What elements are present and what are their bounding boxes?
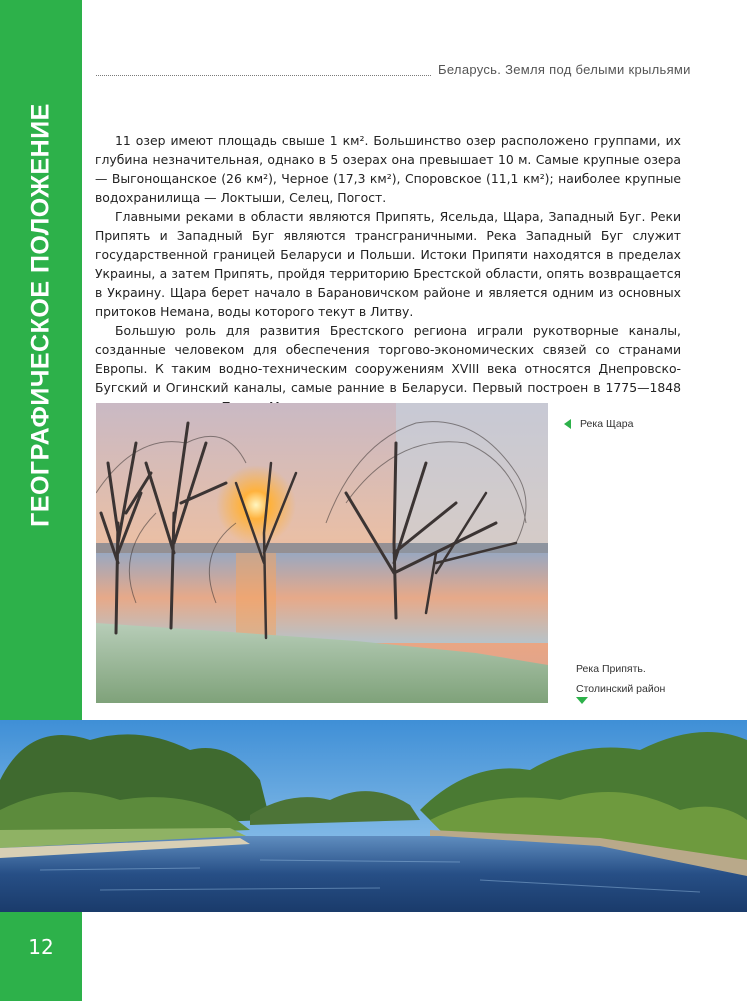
caption-pripyat-line1: Река Припять.	[576, 663, 646, 675]
paragraph: 11 озер имеют площадь свыше 1 км². Большинство озер расположено группами, их глубина незначительная, однако в 5 озерах она превышает 10 м. Самые крупные озера — Выгонощанское (26 км²), Черное (17,3 км²), Споровское (11,1 км²); наиболее крупные водохранилища — Локтыши, Селец, Погост.	[95, 133, 681, 205]
section-title: ГЕОГРАФИЧЕСКОЕ ПОЛОЖЕНИЕ	[26, 103, 55, 527]
header-dotted-rule	[96, 75, 431, 76]
running-header: Беларусь. Земля под белыми крыльями	[438, 62, 691, 77]
paragraph: Большую роль для развития Брестского региона играли рукотворные каналы, созданные человеком для обеспечения торгово-экономических связей со странами Европы. К таким водно-техническим сооружениям XVIII века относятся Днепровско-Бугский и Огинский каналы, самые ранние в Беларуси. Первый построен в 1775—1848	[95, 323, 681, 395]
paragraph: Главными реками в области являются Припять, Ясельда, Щара, Западный Буг. Реки Припять и Западный Буг являются трансграничными. Река Западный Буг служит государственной границей Беларуси и Польши. Истоки Припяти находятся в пределах Украины, а затем Припять, пройдя территорию Брестской области, опять возвращается в Украину. Щара берет начало в Барановичском районе и является одним из основных притоков Немана, воды которого текут в Литву.	[95, 209, 681, 319]
photo-pripyat-river	[0, 720, 747, 912]
caption-shchara	[566, 418, 633, 430]
caption-pripyat-line2: Столинский район	[576, 683, 666, 695]
caption-pripyat	[576, 659, 696, 699]
caption-shchara-text: Река Щара	[580, 418, 634, 430]
photo-shchara-river	[96, 403, 548, 703]
page-number: 12	[28, 935, 54, 959]
body-text	[95, 131, 681, 416]
triangle-down-icon	[576, 697, 588, 704]
